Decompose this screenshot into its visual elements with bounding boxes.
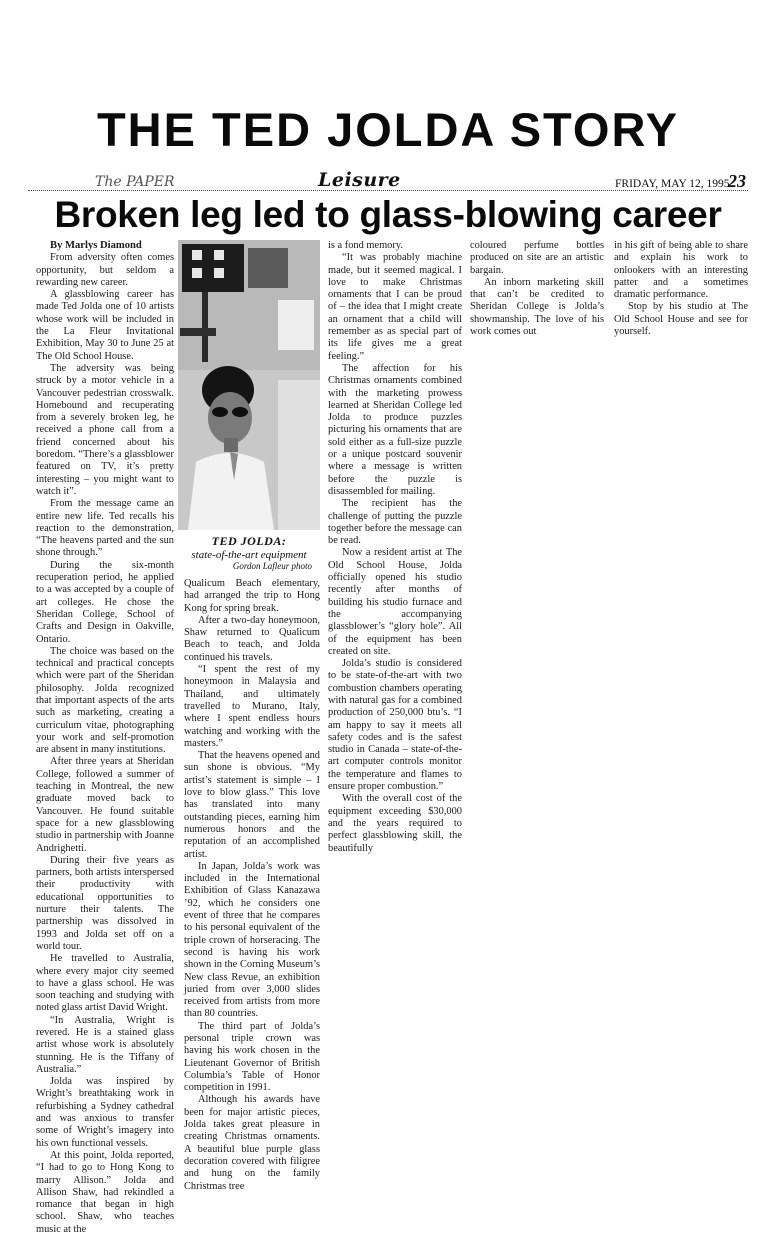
caption-description: state-of-the-art equipment [191,549,307,561]
article-paragraph: In Japan, Jolda’s work was included in the International Exhibition of Glass Kanazawa ’92, which he considers one event of three that he compares to his personal equivalent of the triple crown of horseracing. The second is having his work shown in the Corning Museum’s New class Revue, an exhibition juried from over 3,000 slides received from artists from more than 80 countries. [184,860,320,1020]
article-paragraph: Now a resident artist at The Old School House, Jolda officially opened his studio recently after months of building his studio furnace and the accompanying glassblower’s “glory hole”. All of the equipment has been created on site. [328,547,462,657]
article-paragraph: The affection for his Christmas ornaments combined with the marketing prowess learned at Sheridan College led Jolda to produce puzzles picturing his ornaments that are sold either as a full-size puzzle or a unique postcard souvenir where a message is written before the puzzle is disassembled for mailing. [328,362,462,497]
article-paragraph: He travelled to Australia, where every major city seemed to have a glass school. He was soon teaching and studying with noted glass artist David Wright. [36,953,174,1014]
article-column-1 [36,240,174,1235]
headline: Broken leg led to glass-blowing career [54,194,722,235]
article-paragraph: The choice was based on the technical and practical concepts which were part of the Sheridan philosophy. Jolda recognized that important aspects of the arts such as marketing, creating a curriculum vitae, photographing your work and self-promotion are absent in many institutions. [36,645,174,756]
page-number: 23 [728,171,746,191]
article-paragraph: Jolda’s studio is considered to be state-of-the-art with two combustion chambers operating with natural gas for a combined production of 250,000 btu’s. “I am happy to say it meets all safety codes and is the safest studio in Canada – state-of-the-art computer controls monitor the temperature and flames to ensure proper combustion.” [328,658,462,793]
article-paragraph: That the heavens opened and sun shone is obvious. “My artist’s statement is simple – I love to blow glass.” This love has translated into many outstanding pieces, earning him numerous honors and the reputation of an accomplished artist. [184,750,320,860]
photo-image [178,240,320,530]
page-title: THE TED JOLDA STORY [96,103,680,156]
article-paragraph: The recipient has the challenge of putting the puzzle together before the message can be read. [328,498,462,547]
article-paragraph: The adversity was being struck by a motor vehicle in a Vancouver pedestrian crosswalk. Homebound and recuperating from a severely broken leg, he received a phone call from a friend concerned about his boredom. “There’s a glassblower featured on TV, it’s pretty interesting – you might want to watch it”. [36,362,174,497]
article-paragraph: Stop by his studio at The Old School House and see for yourself. [614,301,748,338]
article-paragraph: During their five years as partners, both artists interspersed their productivity with educational opportunities to nurture their talents. The partnership was dissolved in 1993 and Jolda set off on a world tour. [36,854,174,952]
byline: By Marlys Diamond [50,240,142,251]
article-paragraph: During the six-month recuperation period, he applied to a was accepted by a couple of art colleges. He chose the Sheridan College, School of Crafts and Design in Oakville, Ontario. [36,559,174,645]
article-paragraph: From adversity often comes opportunity, but seldom a rewarding new career. [36,252,174,288]
article-paragraph: After a two-day honeymoon, Shaw returned to Qualicum Beach to teach, and Jolda continued his travels. [184,614,320,663]
article-paragraph: An inborn marketing skill that can’t be credited to Sheridan College is Jolda’s showmanship. The love of his work comes out [470,276,604,338]
column-1-body [36,252,174,1236]
issue-date: FRIDAY, MAY 12, 1995 [615,178,730,190]
article-column-4 [470,240,604,338]
article-paragraph: “I spent the rest of my honeymoon in Malaysia and Thailand, and ultimately travelled to Murano, Italy, where I spent endless hours watching and working with the masters.” [184,664,320,749]
article-paragraph: A glassblowing career has made Ted Jolda one of 10 artists whose work will be included in the La Fleur Invitational Exhibition, May 30 to June 25 at The Old School House. [36,289,174,362]
section-name: Leisure [318,169,401,191]
handwritten-note: The PAPER [95,174,175,190]
photo-caption [178,534,320,571]
article-paragraph: Although his awards have been for major artistic pieces, Jolda takes great pleasure in creating Christmas ornaments. A beautiful blue purple glass decoration covered with filigree and hung on the family Christmas tree [184,1094,320,1192]
article-paragraph: “In Australia, Wright is revered. He is a stained glass artist whose work is absolutely stunning. He is the Tiffany of Australia.” [36,1014,174,1075]
article-column-5 [614,240,748,338]
article-paragraph: is a fond memory. [328,240,403,251]
article-paragraph: After three years at Sheridan College, followed a summer of teaching in Montreal, the new graduate moved back to Vancouver. He found suitable space for a new glassblowing studio in partnership with Joanne Andrighetti. [36,756,174,854]
article-column-2 [184,578,320,1192]
article-paragraph: “It was probably machine made, but it seemed magical. I love to make Christmas ornaments that I can be proud of – the idea that I might create an ornament that a child will remember as as special part of its life gives me a great feeling.” [328,252,462,362]
article-column-3 [328,240,462,854]
article-paragraph: Jolda was inspired by Wright’s breathtaking work in refurbishing a Sydney cathedral and was anxious to transfer some of Wright’s imagery into his own functional vessels. [36,1076,174,1149]
article-paragraph: With the overall cost of the equipment exceeding $30,000 and the years required to perfect glassblowing skill, the beautifully [328,793,462,854]
article-paragraph: The third part of Jolda’s personal triple crown was having his work chosen in the Lieutenant Governor of British Columbia’s Table of Honor competition in 1991. [184,1020,320,1094]
article-paragraph: Qualicum Beach elementary, had arranged the trip to Hong Kong for spring break. [184,578,320,614]
article-paragraph: At this point, Jolda reported, “I had to go to Hong Kong to marry Allison.” Jolda and Allison Shaw, had rekindled a romance that began in high school. Shaw, who teaches music at the [36,1149,174,1235]
caption-name: TED JOLDA: [211,534,287,548]
photo-credit: Gordon Lafleur photo [232,561,312,571]
article-paragraph: coloured perfume bottles produced on site are an artistic bargain. [470,240,604,276]
article-paragraph: From the message came an entire new life. Ted recalls his reaction to the demonstration, “The heavens parted and the sun shone through.” [36,498,174,559]
photo-ted-jolda [178,240,320,530]
article-paragraph: in his gift of being able to share and explain his work to onlookers with an interesting patter and a sometimes dramatic performance. [614,240,748,301]
